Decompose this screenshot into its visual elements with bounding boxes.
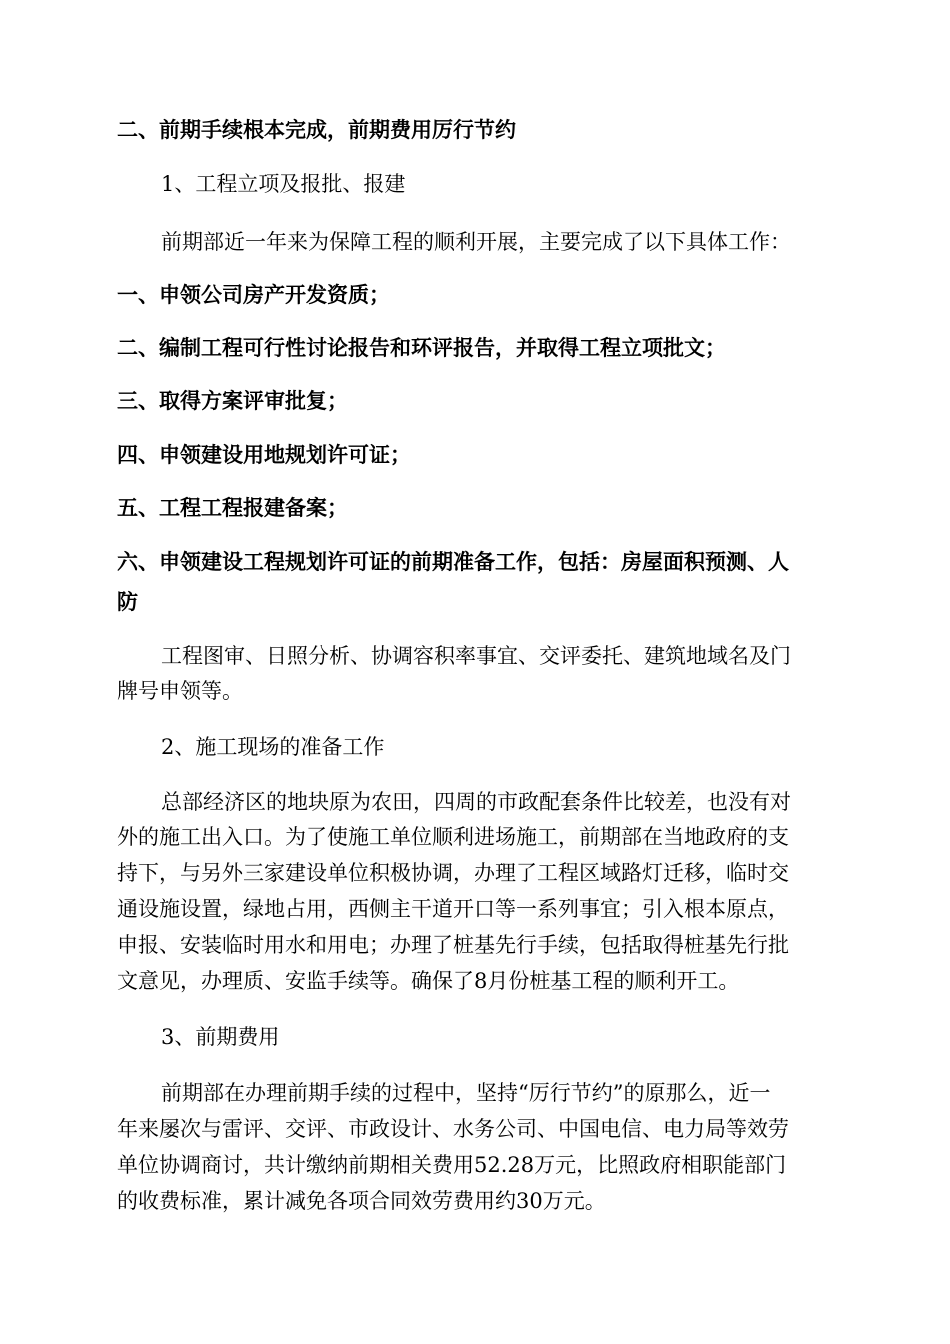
body-paragraph: 文意见，办理质、安监手续等。确保了8月份桩基工程的顺利开工。 (117, 969, 740, 993)
task-item: 三、取得方案评审批复； (117, 388, 348, 413)
body-paragraph: 牌号申领等。 (117, 679, 243, 703)
task-item-continuation: 防 (117, 589, 138, 614)
body-paragraph: 工程图审、日照分析、协调容积率事宜、交评委托、建筑地域名及门 (161, 644, 791, 668)
task-item: 五、工程工程报建备案； (117, 495, 348, 520)
task-item: 六、申领建设工程规划许可证的前期准备工作，包括：房屋面积预测、人 (117, 549, 789, 574)
body-paragraph: 前期部在办理前期手续的过程中，坚持“厉行节约”的原那么，近一 (161, 1081, 771, 1105)
body-paragraph: 年来屡次与雷评、交评、市政设计、水务公司、中国电信、电力局等效劳 (117, 1117, 789, 1141)
task-item: 一、申领公司房产开发资质； (117, 282, 390, 307)
body-paragraph: 前期部近一年来为保障工程的顺利开展，主要完成了以下具体工作： (161, 230, 791, 254)
subsection-heading: 3、前期费用 (161, 1025, 280, 1049)
subsection-heading: 1、工程立项及报批、报建 (161, 172, 406, 196)
body-paragraph: 申报、安装临时用水和用电；办理了桩基先行手续，包括取得桩基先行批 (117, 933, 789, 957)
body-paragraph: 单位协调商讨，共计缴纳前期相关费用52.28万元，比照政府相职能部门 (117, 1153, 787, 1177)
body-paragraph: 持下，与另外三家建设单位积极协调，办理了工程区域路灯迁移，临时交 (117, 861, 789, 885)
subsection-heading: 2、施工现场的准备工作 (161, 735, 385, 759)
task-item: 四、申领建设用地规划许可证； (117, 442, 411, 467)
body-paragraph: 的收费标准，累计减免各项合同效劳费用约30万元。 (117, 1189, 606, 1213)
body-paragraph: 通设施设置，绿地占用，西侧主干道开口等一系列事宜；引入根本原点， (117, 897, 789, 921)
section-heading: 二、前期手续根本完成，前期费用厉行节约 (117, 117, 516, 142)
task-item: 二、编制工程可行性讨论报告和环评报告，并取得工程立项批文； (117, 335, 726, 360)
body-paragraph: 总部经济区的地块原为农田，四周的市政配套条件比较差，也没有对 (161, 790, 791, 814)
body-paragraph: 外的施工出入口。为了使施工单位顺利进场施工，前期部在当地政府的支 (117, 825, 789, 849)
